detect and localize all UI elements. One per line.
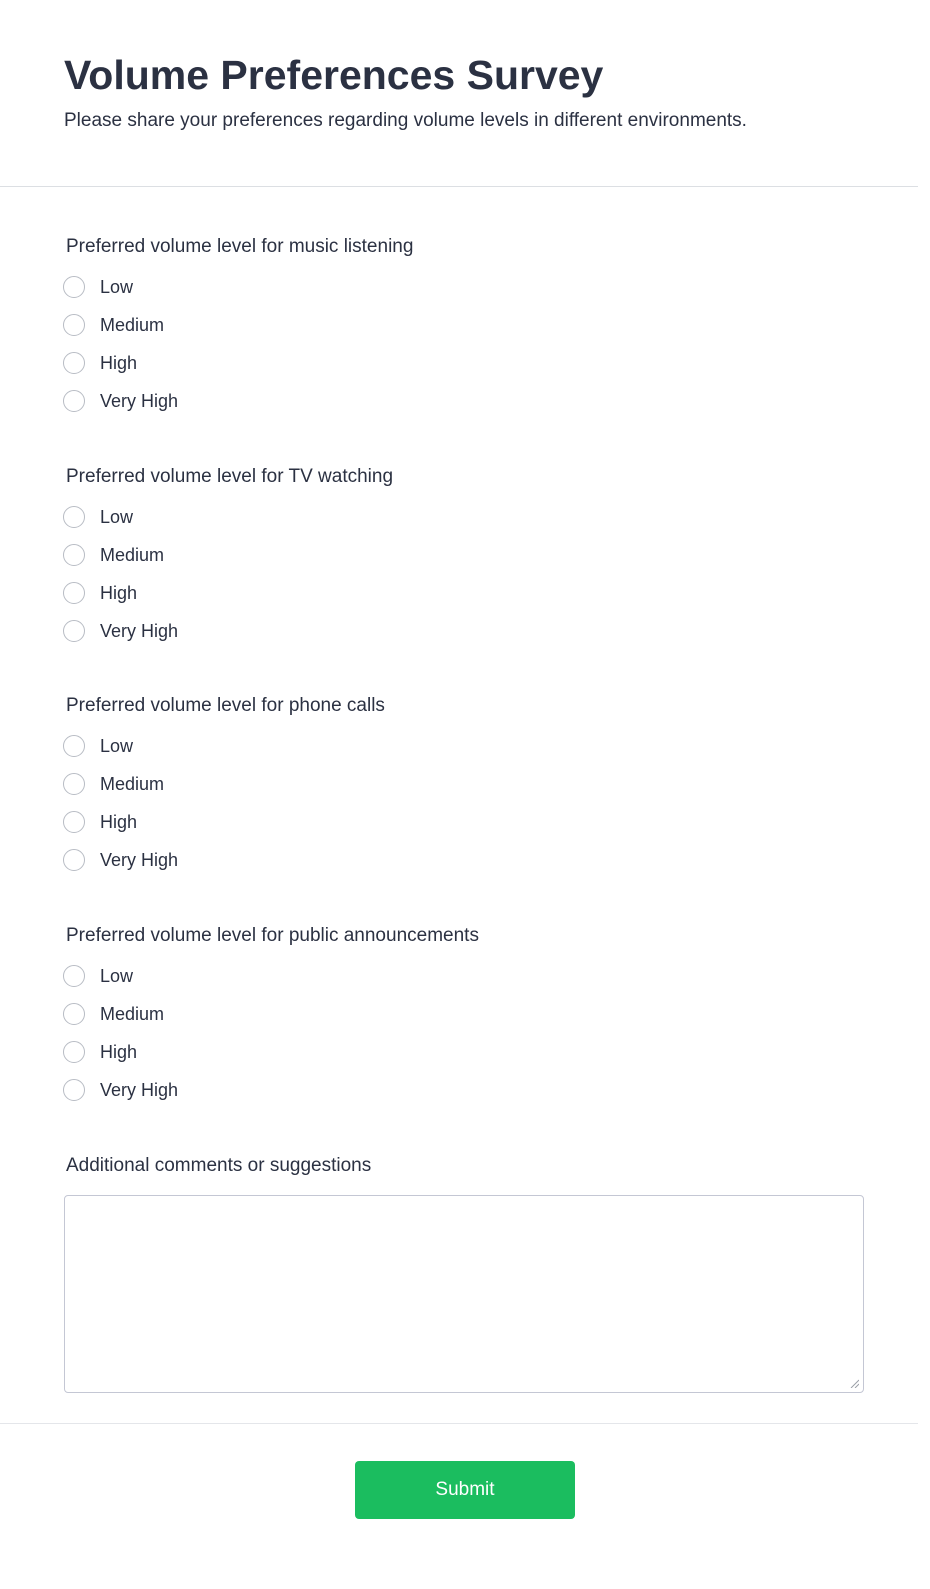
page-subtitle: Please share your preferences regarding volume levels in different environments. [64, 110, 747, 131]
option-very-high[interactable] [66, 390, 866, 428]
option-medium[interactable] [66, 773, 866, 811]
radio-button[interactable] [63, 965, 85, 987]
option-low[interactable] [66, 965, 866, 1003]
comments-field-wrapper [64, 1195, 864, 1393]
radio-button[interactable] [63, 390, 85, 412]
radio-button[interactable] [63, 1079, 85, 1101]
option-label: Medium [100, 774, 165, 794]
option-label: Very High [100, 1080, 179, 1100]
option-label: Medium [100, 315, 165, 335]
option-low[interactable] [66, 276, 866, 314]
question-public-announcements [66, 923, 866, 1117]
radio-button[interactable] [63, 735, 85, 757]
option-medium[interactable] [66, 1003, 866, 1041]
question-label: Preferred volume level for public announcements [66, 925, 479, 946]
option-label: Medium [100, 1004, 165, 1024]
option-label: High [100, 583, 138, 603]
question-music-listening [66, 234, 866, 428]
question-label: Preferred volume level for TV watching [66, 466, 394, 487]
option-label: Low [100, 736, 134, 756]
option-label: Low [100, 507, 134, 527]
option-label: Low [100, 966, 134, 986]
option-high[interactable] [66, 352, 866, 390]
question-phone-calls [66, 693, 866, 887]
radio-button[interactable] [63, 582, 85, 604]
footer-divider [0, 1423, 918, 1424]
option-low[interactable] [66, 506, 866, 544]
radio-button[interactable] [63, 276, 85, 298]
option-very-high[interactable] [66, 849, 866, 887]
radio-group [66, 735, 866, 887]
option-high[interactable] [66, 811, 866, 849]
radio-group [66, 965, 866, 1117]
radio-button[interactable] [63, 620, 85, 642]
option-label: High [100, 353, 138, 373]
radio-button[interactable] [63, 544, 85, 566]
option-label: Medium [100, 545, 165, 565]
survey-header [0, 0, 918, 187]
radio-button[interactable] [63, 773, 85, 795]
option-very-high[interactable] [66, 1079, 866, 1117]
radio-button[interactable] [63, 849, 85, 871]
page-title: Volume Preferences Survey [64, 52, 604, 98]
option-label: Low [100, 277, 134, 297]
option-high[interactable] [66, 1041, 866, 1079]
radio-group [66, 276, 866, 428]
question-tv-watching [66, 464, 866, 658]
question-label: Preferred volume level for phone calls [66, 695, 385, 716]
option-medium[interactable] [66, 314, 866, 352]
radio-button[interactable] [63, 352, 85, 374]
radio-button[interactable] [63, 1041, 85, 1063]
option-label: Very High [100, 621, 179, 641]
option-label: Very High [100, 850, 179, 870]
submit-button[interactable]: Submit [355, 1461, 575, 1519]
option-label: High [100, 1042, 138, 1062]
option-low[interactable] [66, 735, 866, 773]
radio-button[interactable] [63, 506, 85, 528]
option-medium[interactable] [66, 544, 866, 582]
option-label: High [100, 812, 138, 832]
resize-handle-icon[interactable] [849, 1378, 859, 1388]
radio-button[interactable] [63, 811, 85, 833]
question-label: Preferred volume level for music listening [66, 236, 414, 257]
option-very-high[interactable] [66, 620, 866, 658]
comments-section [64, 1153, 864, 1393]
radio-button[interactable] [63, 314, 85, 336]
radio-button[interactable] [63, 1003, 85, 1025]
option-label: Very High [100, 391, 179, 411]
comments-label: Additional comments or suggestions [66, 1155, 372, 1176]
radio-group [66, 506, 866, 658]
comments-textarea[interactable] [64, 1195, 864, 1393]
option-high[interactable] [66, 582, 866, 620]
